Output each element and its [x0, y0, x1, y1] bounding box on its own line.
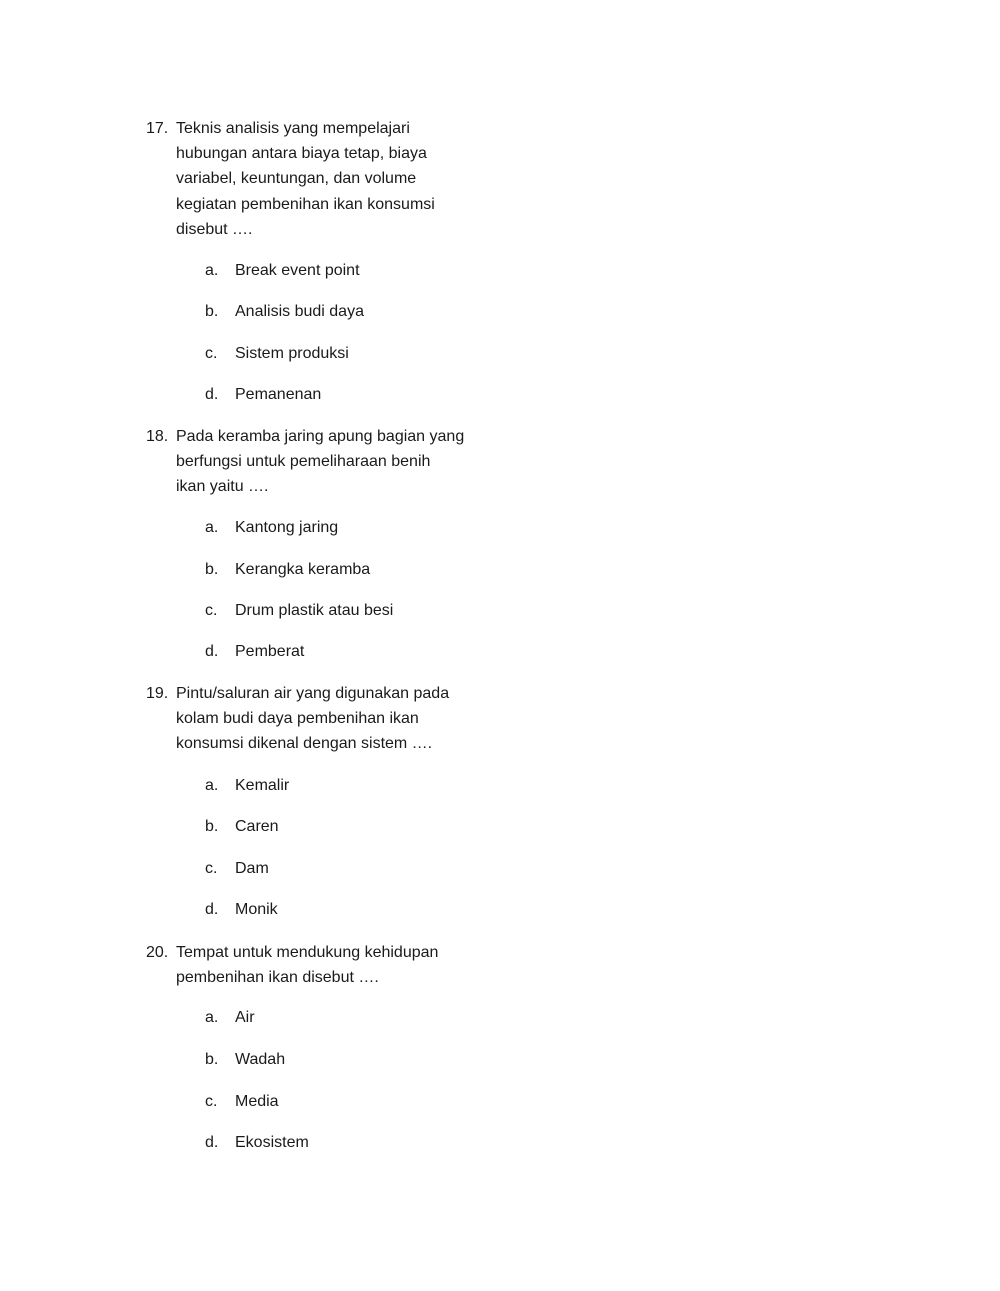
option-letter: c. — [205, 860, 218, 877]
option-text: Drum plastik atau besi — [235, 602, 394, 619]
option-19b — [205, 816, 279, 838]
option-text: Wadah — [235, 1051, 286, 1068]
option-text: Kemalir — [235, 777, 290, 794]
option-text: Pemanenan — [235, 386, 322, 403]
option-text: Analisis budi daya — [235, 303, 364, 320]
option-letter: d. — [205, 901, 219, 918]
option-letter: d. — [205, 386, 219, 403]
option-letter: b. — [205, 303, 219, 320]
question-20 — [146, 940, 486, 990]
option-20d — [205, 1132, 309, 1154]
option-20c — [205, 1091, 279, 1113]
option-18c — [205, 600, 393, 622]
option-letter: d. — [205, 1134, 219, 1151]
question-17 — [146, 116, 486, 242]
option-17a — [205, 260, 360, 282]
option-text: Pemberat — [235, 643, 305, 660]
question-number: 17. — [146, 120, 169, 137]
option-19c — [205, 858, 269, 880]
option-letter: b. — [205, 1051, 219, 1068]
option-17d — [205, 384, 321, 406]
option-20a — [205, 1007, 255, 1029]
option-text: Monik — [235, 901, 278, 918]
option-19a — [205, 775, 289, 797]
option-letter: a. — [205, 262, 219, 279]
option-19d — [205, 899, 278, 921]
option-18a — [205, 517, 338, 539]
question-19 — [146, 681, 486, 757]
question-18 — [146, 424, 486, 500]
option-text: Break event point — [235, 262, 360, 279]
option-text: Sistem produksi — [235, 345, 349, 362]
option-20b — [205, 1049, 285, 1071]
option-18b — [205, 559, 370, 581]
question-number: 19. — [146, 685, 169, 702]
option-letter: c. — [205, 345, 218, 362]
question-text: Teknis analisis yang mempelajari hubungan antara biaya tetap, biaya variabel, keuntungan, dan volume kegiatan pembenihan ikan konsumsi disebut …. — [176, 120, 435, 238]
option-letter: d. — [205, 643, 219, 660]
option-letter: a. — [205, 777, 219, 794]
option-text: Ekosistem — [235, 1134, 309, 1151]
option-letter: b. — [205, 818, 219, 835]
option-17c — [205, 343, 349, 365]
option-17b — [205, 301, 364, 323]
option-text: Caren — [235, 818, 279, 835]
option-letter: c. — [205, 1093, 218, 1110]
question-text: Pintu/saluran air yang digunakan pada kolam budi daya pembenihan ikan konsumsi dikenal dengan sistem …. — [176, 685, 450, 753]
option-text: Kerangka keramba — [235, 561, 371, 578]
option-letter: b. — [205, 561, 219, 578]
option-text: Dam — [235, 860, 269, 877]
question-text: Pada keramba jaring apung bagian yang berfungsi untuk pemeliharaan benih ikan yaitu …. — [176, 428, 465, 496]
option-text: Media — [235, 1093, 279, 1110]
option-text: Air — [235, 1009, 255, 1026]
question-number: 20. — [146, 944, 169, 961]
question-text: Tempat untuk mendukung kehidupan pembenihan ikan disebut …. — [176, 944, 439, 987]
question-number: 18. — [146, 428, 169, 445]
option-letter: a. — [205, 519, 219, 536]
option-18d — [205, 641, 304, 663]
option-letter: c. — [205, 602, 218, 619]
option-letter: a. — [205, 1009, 219, 1026]
option-text: Kantong jaring — [235, 519, 339, 536]
